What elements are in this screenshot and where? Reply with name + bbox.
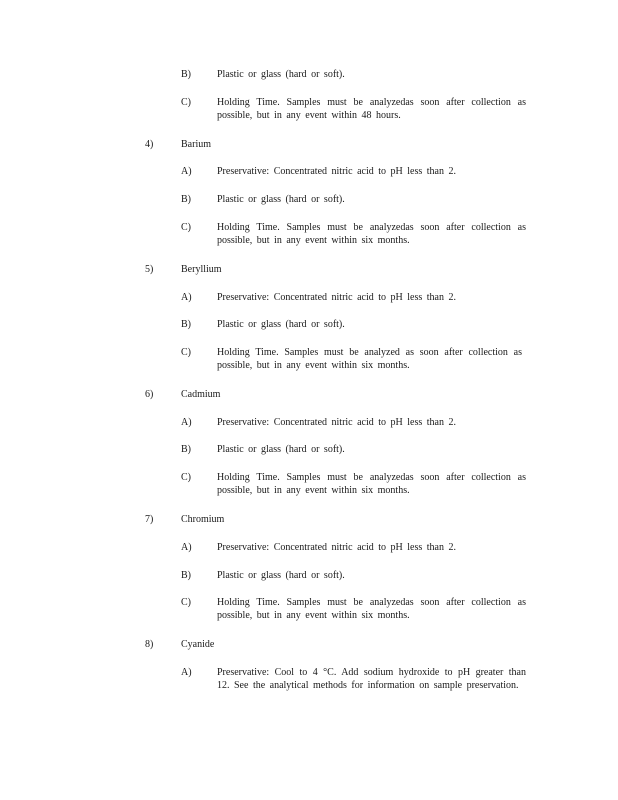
- item-letter: A): [181, 417, 192, 428]
- item-text: Plastic or glass (hard or soft).: [217, 319, 345, 330]
- item-text: Preservative: Concentrated nitric acid to pH less than 2.: [217, 166, 456, 177]
- item-letter: A): [181, 166, 192, 177]
- item-letter: B): [181, 69, 191, 80]
- item-text: Preservative: Cool to 4 °C. Add sodium hydroxide to pH greater than 12. See the analytical methods for information on sample preservation.: [217, 667, 526, 691]
- item-text: Plastic or glass (hard or soft).: [217, 194, 345, 205]
- item-letter: C): [181, 347, 191, 358]
- item-text: Plastic or glass (hard or soft).: [217, 69, 345, 80]
- section-heading-barium: Barium: [181, 139, 211, 150]
- item-text: Plastic or glass (hard or soft).: [217, 570, 345, 581]
- item-text: Preservative: Concentrated nitric acid to pH less than 2.: [217, 542, 456, 553]
- section-number: 8): [145, 639, 154, 650]
- item-letter: C): [181, 222, 191, 233]
- item-text: Holding Time. Samples must be analyzedas soon after collection as possible, but in any event within six months.: [217, 597, 526, 621]
- item-letter: C): [181, 97, 191, 108]
- item-letter: B): [181, 570, 191, 581]
- item-text: Holding Time. Samples must be analyzed as soon after collection as possible, but in any event within six months.: [217, 347, 522, 371]
- item-letter: C): [181, 472, 191, 483]
- item-text: Holding Time. Samples must be analyzedas soon after collection as possible, but in any event within 48 hours.: [217, 97, 526, 121]
- item-letter: B): [181, 444, 191, 455]
- item-letter: C): [181, 597, 191, 608]
- item-text: Holding Time. Samples must be analyzedas soon after collection as possible, but in any event within six months.: [217, 222, 526, 246]
- item-text: Preservative: Concentrated nitric acid to pH less than 2.: [217, 292, 456, 303]
- section-number: 4): [145, 139, 154, 150]
- section-number: 7): [145, 514, 154, 525]
- section-heading-chromium: Chromium: [181, 514, 225, 525]
- item-text: Preservative: Concentrated nitric acid to pH less than 2.: [217, 417, 456, 428]
- section-heading-cyanide: Cyanide: [181, 639, 215, 650]
- item-letter: A): [181, 292, 192, 303]
- item-letter: A): [181, 542, 192, 553]
- section-number: 6): [145, 389, 154, 400]
- item-text: Holding Time. Samples must be analyzedas soon after collection as possible, but in any event within six months.: [217, 472, 526, 496]
- item-letter: B): [181, 319, 191, 330]
- item-letter: B): [181, 194, 191, 205]
- section-heading-beryllium: Beryllium: [181, 264, 222, 275]
- section-number: 5): [145, 264, 154, 275]
- section-heading-cadmium: Cadmium: [181, 389, 221, 400]
- item-text: Plastic or glass (hard or soft).: [217, 444, 345, 455]
- item-letter: A): [181, 667, 192, 678]
